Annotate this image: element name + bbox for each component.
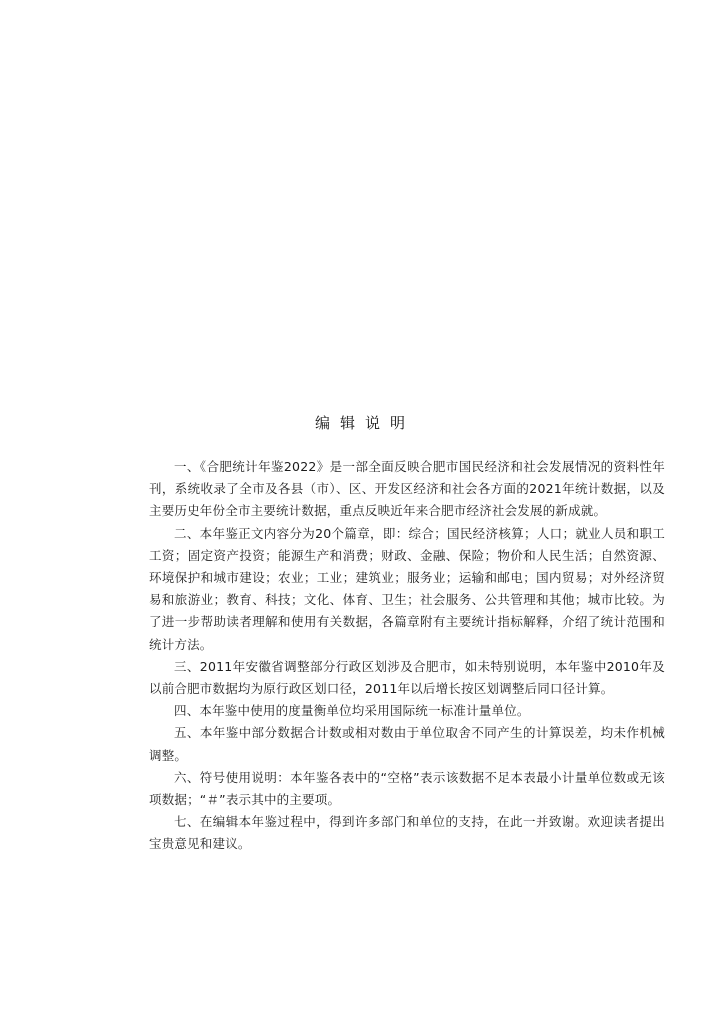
page-title: 编辑说明 [314, 414, 415, 432]
paragraph-2: 二、本年鉴正文内容分为20个篇章，即：综合；国民经济核算；人口；就业人员和职工工资；固定资产投资；能源生产和消费；财政、金融、保险；物价和人民生活；自然资源、环境保护和城市建设；农业；工业；建筑业；服务业；运输和邮电；国内贸易；对外经济贸易和旅游业；教育、科技；文化、体育、卫生；社会服务、公共管理和其他；城市比较。为了进一步帮助读者理解和使用有关数据，各篇章附有主要统计指标解释，介绍了统计范围和统计方法。 [149, 525, 665, 652]
editorial-notes [149, 456, 665, 856]
paragraph-3: 三、2011年安徽省调整部分行政区划涉及合肥市，如未特别说明，本年鉴中2010年及以前合肥市数据均为原行政区划口径，2011年以后增长按区划调整后同口径计算。 [149, 658, 665, 697]
paragraph-7: 七、在编辑本年鉴过程中，得到许多部门和单位的支持，在此一并致谢。欢迎读者提出宝贵意见和建议。 [149, 814, 665, 852]
paragraph-4: 四、本年鉴中使用的度量衡单位均采用国际统一标准计量单位。 [174, 703, 530, 719]
paragraph-1: 一、《合肥统计年鉴2022》是一部全面反映合肥市国民经济和社会发展情况的资料性年刊，系统收录了全市及各县（市）、区、开发区经济和社会各方面的2021年统计数据，以及主要历史年份全市主要统计数据，重点反映近年来合肥市经济社会发展的新成就。 [149, 459, 665, 519]
paragraph-5: 五、本年鉴中部分数据合计数或相对数由于单位取舍不同产生的计算误差，均未作机械调整。 [149, 725, 665, 763]
paragraph-6: 六、符号使用说明：本年鉴各表中的“空格”表示该数据不足本表最小计量单位数或无该项数据；“＃”表示其中的主要项。 [149, 769, 665, 808]
